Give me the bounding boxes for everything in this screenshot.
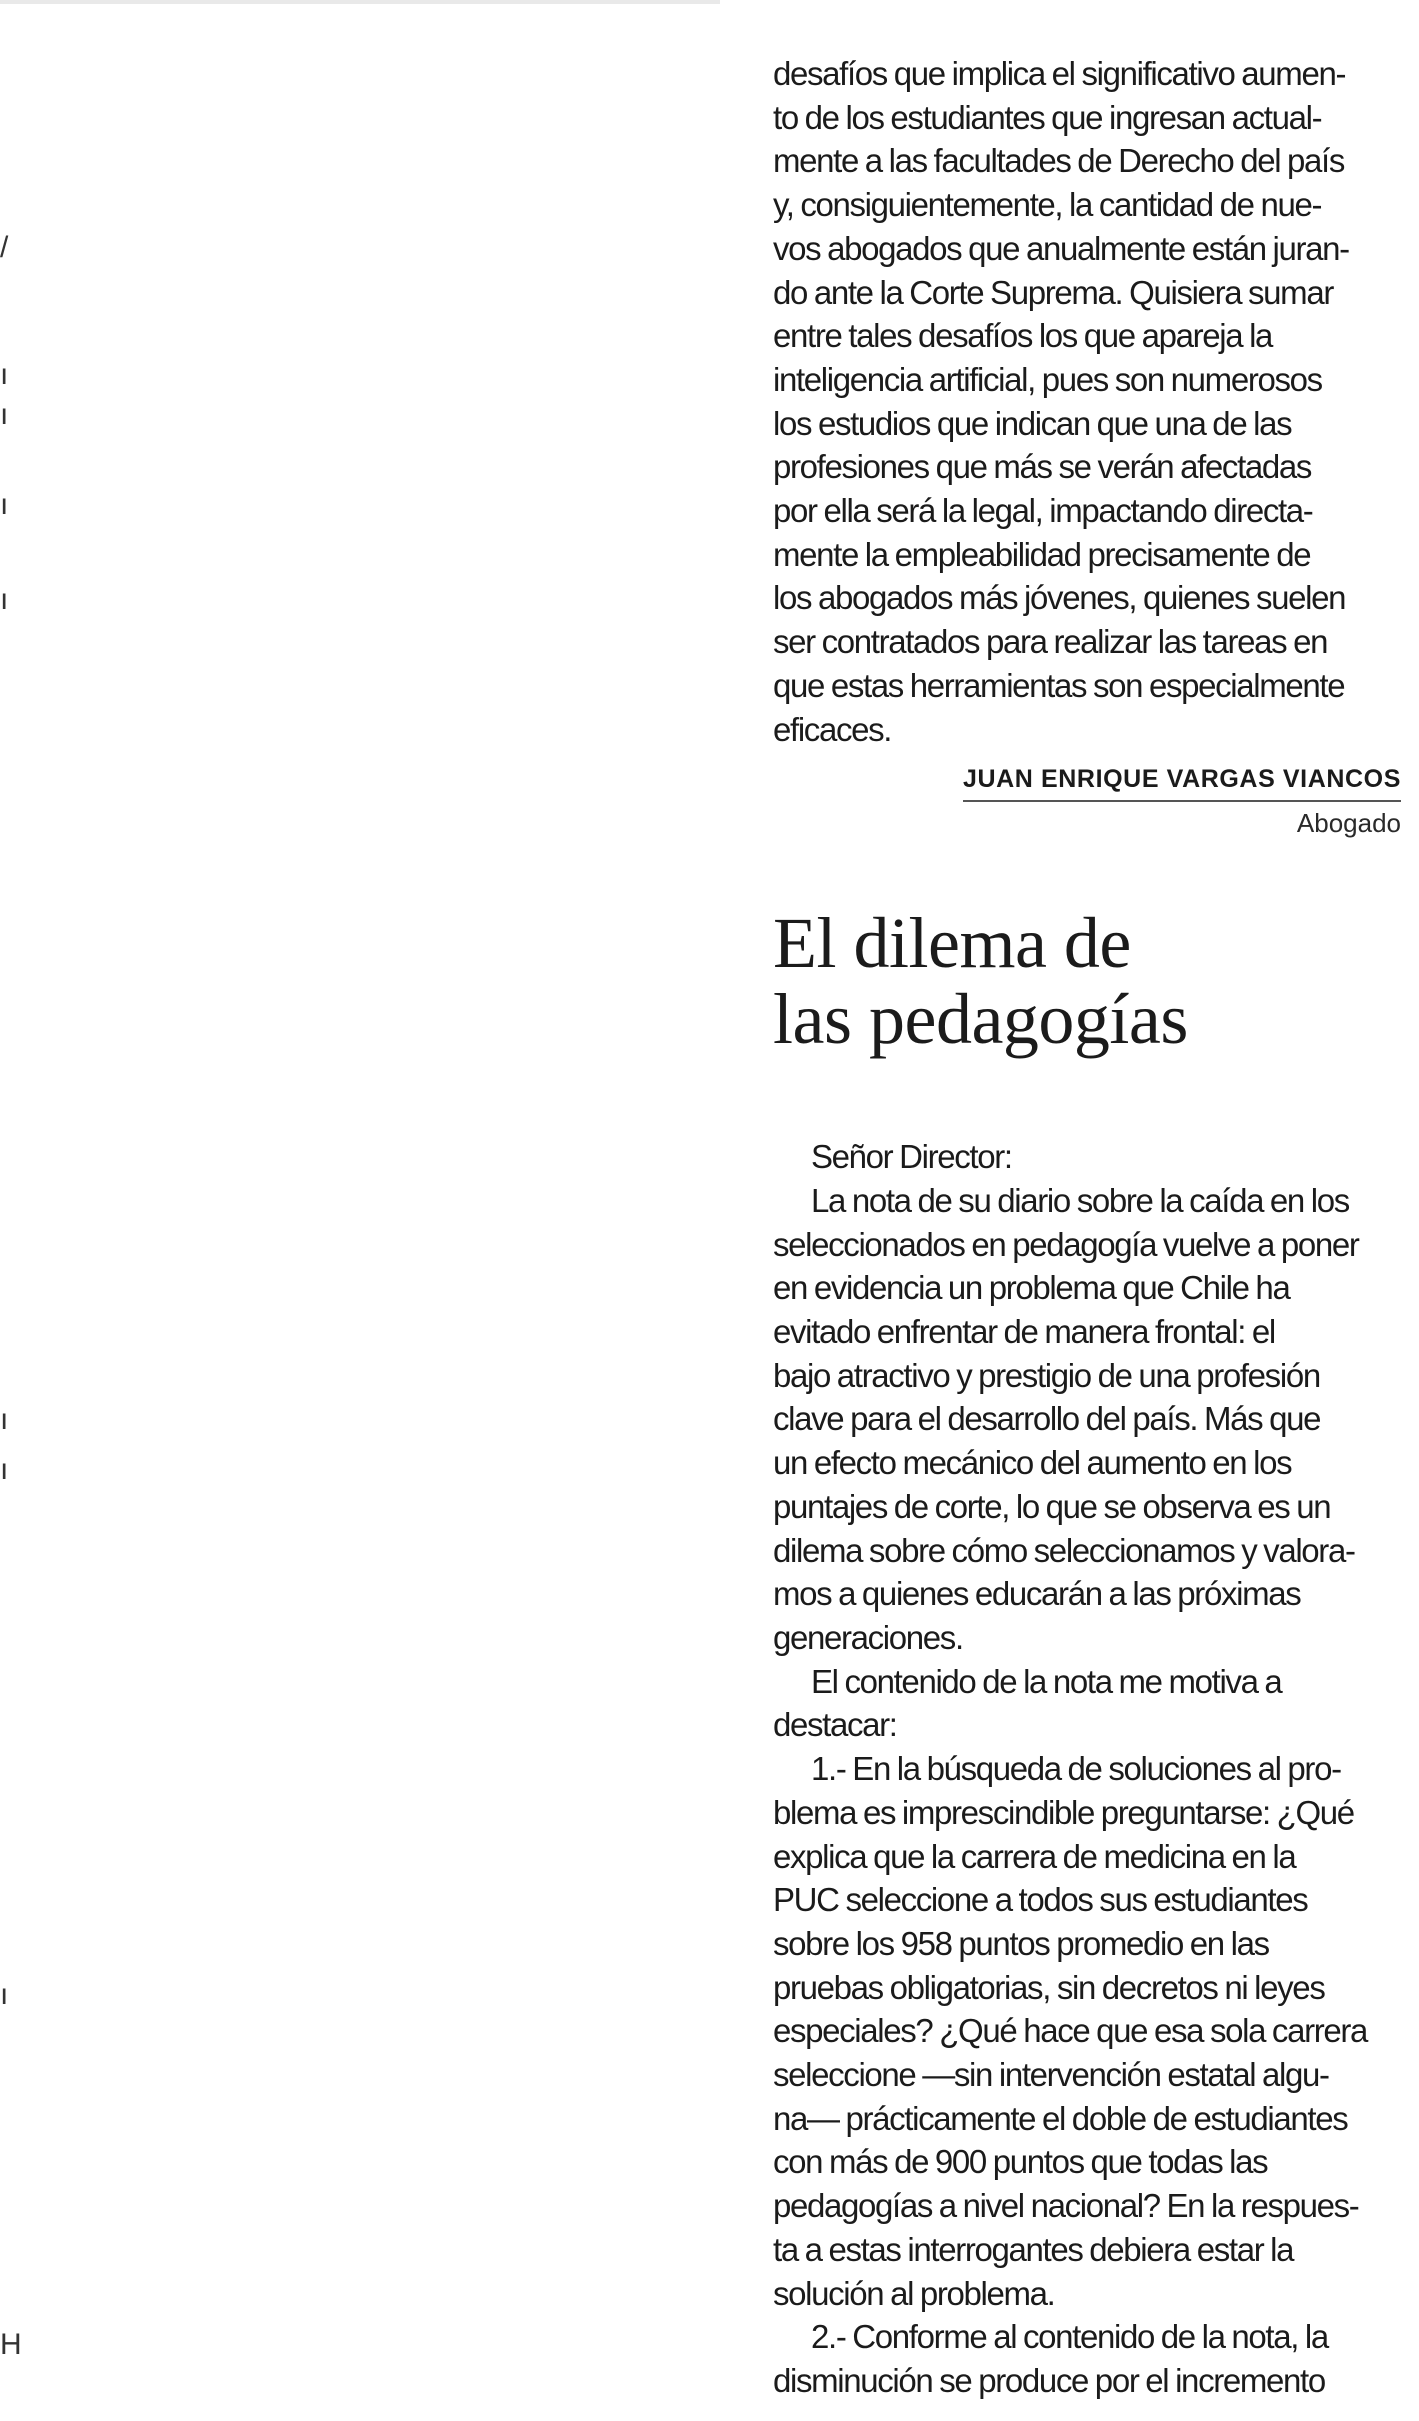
text-line: los abogados más jóvenes, quienes suelen xyxy=(773,579,1346,617)
text-line: desafíos que implica el significativo aumen- xyxy=(773,55,1346,92)
text-line: explica que la carrera de medicina en la xyxy=(773,1837,1296,1875)
text-line: solución al problema. xyxy=(773,2274,1055,2312)
edge-fragment: ı xyxy=(0,488,9,521)
edge-fragment: H xyxy=(0,2328,22,2361)
edge-fragment: / xyxy=(0,231,9,264)
top-rule xyxy=(0,0,720,4)
paragraph xyxy=(773,1660,1401,1747)
text-line: do ante la Corte Suprema. Quisiera sumar xyxy=(773,273,1333,311)
text-line: seleccione —sin intervención estatal algu- xyxy=(773,2056,1329,2094)
text-line: mente la empleabilidad precisamente de xyxy=(773,535,1311,573)
paragraph xyxy=(773,2315,1401,2402)
text-line: dilema sobre cómo seleccionamos y valora- xyxy=(773,1531,1355,1569)
text-line: El contenido de la nota me motiva a xyxy=(811,1662,1282,1700)
text-line: clave para el desarrollo del país. Más que xyxy=(773,1400,1321,1438)
text-line: con más de 900 puntos que todas las xyxy=(773,2143,1268,2181)
salutation: Señor Director: xyxy=(811,1138,1012,1176)
edge-fragment: ı xyxy=(0,398,9,431)
text-line: La nota de su diario sobre la caída en los xyxy=(811,1181,1349,1219)
edge-fragment: ı xyxy=(0,1403,9,1436)
text-line: disminución se produce por el incremento xyxy=(773,2361,1325,2399)
text-line: que estas herramientas son especialmente xyxy=(773,666,1345,704)
letter-2-body xyxy=(773,1135,1401,2402)
text-line: bajo atractivo y prestigio de una profesión xyxy=(773,1356,1320,1394)
headline-line: El dilema de xyxy=(773,903,1131,984)
edge-fragment: ı xyxy=(0,1978,9,2011)
letter-1-signature xyxy=(773,765,1401,839)
text-line: to de los estudiantes que ingresan actual- xyxy=(773,98,1322,136)
letters-column xyxy=(773,52,1401,2403)
text-line: na— prácticamente el doble de estudiantes xyxy=(773,2099,1348,2137)
text-line: evitado enfrentar de manera frontal: el xyxy=(773,1313,1275,1351)
text-line: blema es imprescindible preguntarse: ¿Qué xyxy=(773,1793,1354,1831)
paragraph xyxy=(773,1179,1401,1660)
edge-fragment: ı xyxy=(0,1453,9,1486)
text-line: mos a quienes educarán a las próximas xyxy=(773,1575,1301,1613)
edge-fragment: ı xyxy=(0,358,9,391)
text-line: destacar: xyxy=(773,1706,897,1744)
author-role: Abogado xyxy=(1296,808,1401,839)
text-line: por ella será la legal, impactando directa- xyxy=(773,492,1313,530)
text-line: en evidencia un problema que Chile ha xyxy=(773,1269,1290,1307)
text-line: 2.- Conforme al contenido de la nota, la xyxy=(811,2318,1328,2356)
text-line: especiales? ¿Qué hace que esa sola carrera xyxy=(773,2012,1368,2050)
text-line: vos abogados que anualmente están juran- xyxy=(773,229,1349,267)
author-name: JUAN ENRIQUE VARGAS VIANCOS xyxy=(963,765,1401,802)
text-line: pedagogías a nivel nacional? En la respues- xyxy=(773,2187,1359,2225)
text-line: eficaces. xyxy=(773,710,892,748)
text-line: puntajes de corte, lo que se observa es un xyxy=(773,1487,1331,1525)
text-line: 1.- En la búsqueda de soluciones al pro- xyxy=(811,1750,1341,1788)
headline-line: las pedagogías xyxy=(773,979,1188,1060)
paragraph xyxy=(773,1747,1401,2315)
text-line: PUC seleccione a todos sus estudiantes xyxy=(773,1881,1308,1919)
text-line: inteligencia artificial, pues son numerosos xyxy=(773,360,1322,398)
text-line: y, consiguientemente, la cantidad de nue- xyxy=(773,186,1322,224)
text-line: pruebas obligatorias, sin decretos ni leyes xyxy=(773,1968,1325,2006)
letter-2-headline xyxy=(773,903,1401,1060)
text-line: generaciones. xyxy=(773,1618,963,1656)
text-line: los estudios que indican que una de las xyxy=(773,404,1292,442)
text-line: ta a estas interrogantes debiera estar la xyxy=(773,2230,1294,2268)
text-line: profesiones que más se verán afectadas xyxy=(773,448,1312,486)
edge-fragment: ı xyxy=(0,583,9,616)
text-line: mente a las facultades de Derecho del país xyxy=(773,142,1345,180)
text-line: seleccionados en pedagogía vuelve a poner xyxy=(773,1225,1359,1263)
text-line: ser contratados para realizar las tareas en xyxy=(773,623,1328,661)
text-line: sobre los 958 puntos promedio en las xyxy=(773,1924,1269,1962)
letter-1-body xyxy=(773,52,1401,751)
text-line: entre tales desafíos los que apareja la xyxy=(773,317,1273,355)
text-line: un efecto mecánico del aumento en los xyxy=(773,1444,1292,1482)
